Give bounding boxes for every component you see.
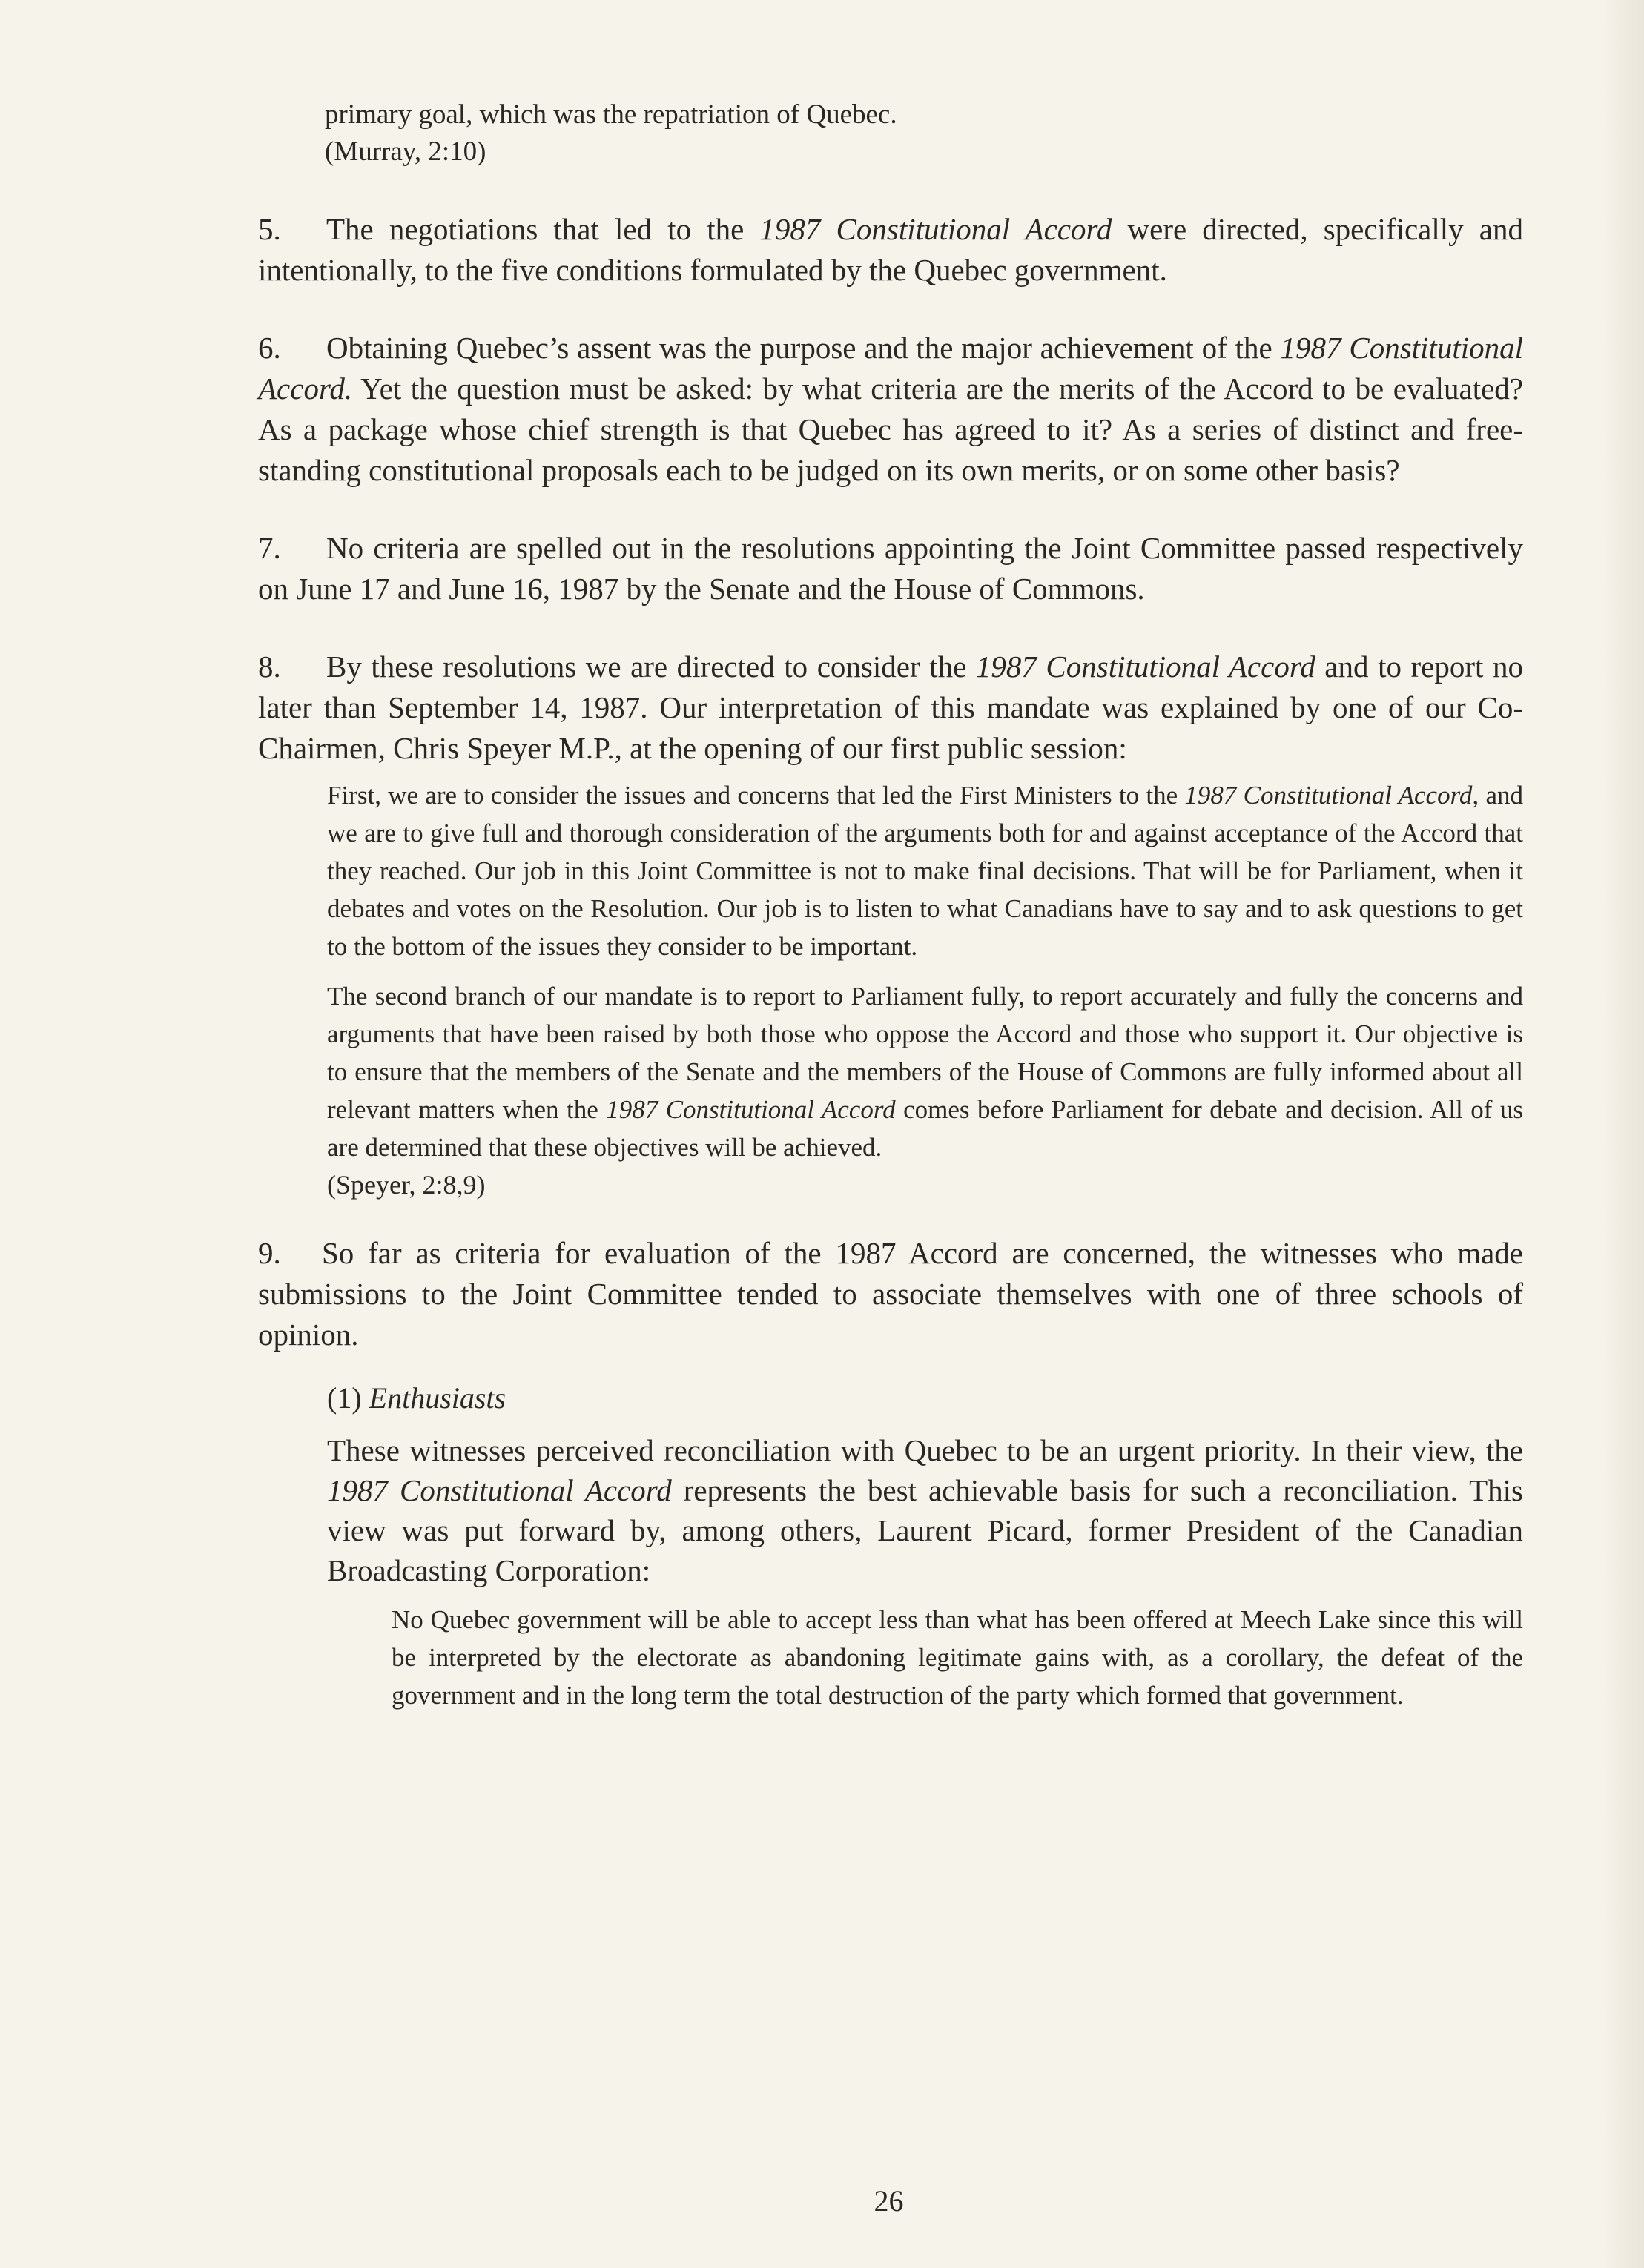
document-body [258, 96, 1523, 1714]
paragraph-number: 7. [258, 531, 281, 565]
paragraph-text: Yet the question must be asked: by what criteria are the merits of the Accord to be evaluated? As a package whose chief strength is that Quebec has agreed to it? As a series of distinct and free-standing constitutional proposals each to be judged on its own merits, or on some other basis? [258, 371, 1523, 487]
picard-block-quote: No Quebec government will be able to accept less than what has been offered at Meech Lake since this will be interpreted by the electorate as abandoning legitimate gains with, as a corollary, the defeat of the government and in the long term the total destruction of the party which formed that government. [392, 1605, 1523, 1710]
enthusiasts-paragraph [327, 1430, 1523, 1590]
italic-title: 1987 Constitutional Accord [606, 1095, 896, 1124]
italic-title: 1987 Constitutional Accord [975, 649, 1315, 684]
opening-quote-continuation [325, 96, 1523, 171]
paragraph-text: and to report no later than September 14, 1987. Our interpretation of this mandate was explained by one of our Co-Chairmen, Chris Speyer M.P., at the opening of our first public session: [258, 649, 1523, 765]
italic-title: 1987 Constitutional Accord. [258, 331, 1523, 406]
opening-quote-text: primary goal, which was the repatriation of Quebec. [325, 99, 897, 130]
italic-title: 1987 Constitutional Accord [759, 212, 1112, 246]
speyer-citation: (Speyer, 2:8,9) [327, 1170, 486, 1200]
quote-text: First, we are to consider the issues and concerns that led the First Ministers to the [327, 781, 1185, 810]
paragraph-text: The negotiations that led to the [326, 212, 760, 246]
italic-title: 1987 Constitutional Accord [327, 1473, 672, 1507]
page-number: 26 [874, 2184, 904, 2218]
speyer-quote-paragraph-1 [327, 776, 1523, 965]
paragraph-text: These witnesses perceived reconciliation with Quebec to be an urgent priority. In their view, the [327, 1433, 1523, 1467]
paragraph-text: were directed, specifically and intentionally, to the five conditions formulated by the Quebec government. [258, 212, 1523, 287]
speyer-quote-paragraph-2 [327, 977, 1523, 1166]
paragraph-text: So far as criteria for evaluation of the 1987 Accord are concerned, the witnesses who made submissions to the Joint Committee tended to associate themselves with one of three schools of opinion. [258, 1236, 1523, 1352]
page-edge-shadow [1600, 0, 1644, 2268]
enthusiasts-heading [327, 1378, 1523, 1418]
paragraph-8 [258, 647, 1523, 769]
paragraph-text: represents the best achievable basis for such a reconciliation. This view was put forward by, among others, Laurent Picard, former President of the Canadian Broadcasting Corporation: [327, 1473, 1523, 1587]
paragraph-9 [258, 1233, 1523, 1355]
quote-text: and we are to give full and thorough consideration of the arguments both for and against acceptance of the Accord that they reached. Our job in this Joint Committee is not to make final decisions. That will be for Parliament, when it debates and votes on the Resolution. Our job is to listen to what Canadians have to say and to ask questions to get to the bottom of the issues they consider to be important. [327, 781, 1523, 961]
paragraph-text: By these resolutions we are directed to consider the [326, 649, 976, 684]
paragraph-number: 8. [258, 649, 281, 684]
paragraph-text: No criteria are spelled out in the resolutions appointing the Joint Committee passed respectively on June 17 and June 16, 1987 by the Senate and the House of Commons. [258, 531, 1523, 606]
quote-text: comes before Parliament for debate and decision. All of us are determined that these objectives will be achieved. [327, 1095, 1524, 1162]
paragraph-number: 6. [258, 331, 281, 365]
speyer-block-quote [327, 776, 1523, 1166]
heading-label: Enthusiasts [369, 1381, 506, 1415]
paragraph-number: 5. [258, 212, 281, 246]
heading-number: (1) [327, 1381, 362, 1415]
quote-text: The second branch of our mandate is to report to Parliament fully, to report accurately and fully the concerns and arguments that have been raised by both those who oppose the Accord and those who support it. Our objective is to ensure that the members of the Senate and the members of the House of Commons are fully informed about all relevant matters when the [327, 982, 1523, 1124]
paragraph-5 [258, 209, 1523, 291]
opening-quote-citation: (Murray, 2:10) [325, 136, 486, 167]
paragraph-number: 9. [258, 1236, 281, 1270]
paragraph-text: Obtaining Quebec’s assent was the purpose and the major achievement of the [326, 331, 1281, 365]
italic-title: 1987 Constitutional Accord, [1184, 781, 1479, 810]
paragraph-6 [258, 328, 1523, 491]
paragraph-7 [258, 528, 1523, 609]
